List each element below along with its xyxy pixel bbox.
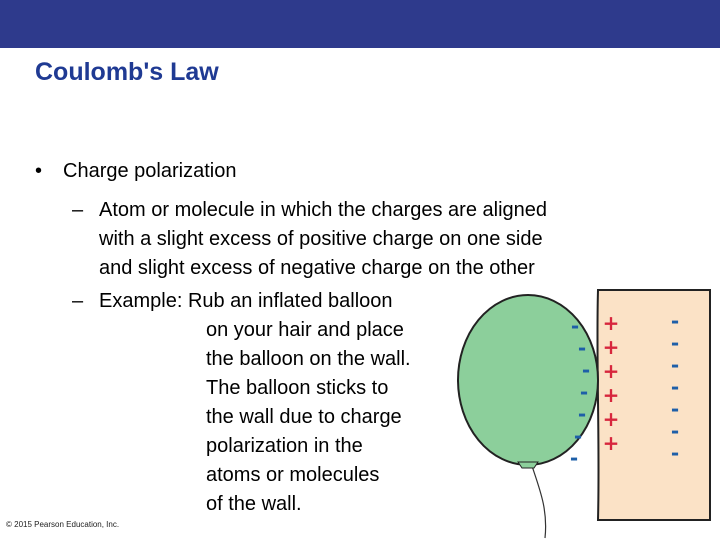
example-line-5: the wall due to charge xyxy=(206,406,402,428)
example-line-1: Rub an inflated balloon xyxy=(187,290,393,312)
balloon-negative-charge: - xyxy=(570,314,580,338)
example-line-8: of the wall. xyxy=(206,493,302,515)
wall-positive-charge: + xyxy=(602,383,620,407)
wall-negative-charge: - xyxy=(670,397,680,421)
slide-title: Coulomb's Law xyxy=(35,58,219,86)
balloon-negative-charge: - xyxy=(579,380,589,404)
example-line-6: polarization in the xyxy=(206,435,363,457)
balloon-string xyxy=(532,466,546,538)
balloon-negative-charge: - xyxy=(577,336,587,360)
definition-line-2: with a slight excess of positive charge on one side xyxy=(99,228,543,250)
wall-negative-charge: - xyxy=(670,419,680,443)
example-label: Example: xyxy=(99,290,188,312)
balloon-knot xyxy=(518,462,538,468)
wall-negative-charge: - xyxy=(670,375,680,399)
wall-positive-charge: + xyxy=(602,311,620,335)
wall-positive-charge: + xyxy=(602,335,620,359)
definition-line-1: Atom or molecule in which the charges are aligned xyxy=(99,199,548,221)
balloon-negative-charge: - xyxy=(577,402,587,426)
copyright-footer: © 2015 Pearson Education, Inc. xyxy=(6,520,120,529)
wall-negative-charge: - xyxy=(670,441,680,465)
wall-negative-charge: - xyxy=(670,353,680,377)
wall-positive-charge: + xyxy=(602,359,620,383)
example-line-3: the balloon on the wall. xyxy=(206,348,411,370)
balloon-negative-charge: - xyxy=(573,424,583,448)
example-line-7: atoms or molecules xyxy=(206,464,380,486)
example-line-2: on your hair and place xyxy=(206,319,404,341)
definition-line-3: and slight excess of negative charge on the other xyxy=(99,257,535,279)
dash-icon: – xyxy=(72,290,84,312)
wall-negative-charge: - xyxy=(670,331,680,355)
bullet-text: Charge polarization xyxy=(63,160,237,182)
dash-icon: – xyxy=(72,199,84,221)
wall-negative-charge: - xyxy=(670,309,680,333)
balloon-negative-charge: - xyxy=(569,446,579,470)
example-line-4: The balloon sticks to xyxy=(206,377,389,399)
wall-positive-charge: + xyxy=(602,407,620,431)
balloon-negative-charge: - xyxy=(581,358,591,382)
wall-positive-charge: + xyxy=(602,431,620,455)
bullet-dot-icon: • xyxy=(35,160,43,182)
